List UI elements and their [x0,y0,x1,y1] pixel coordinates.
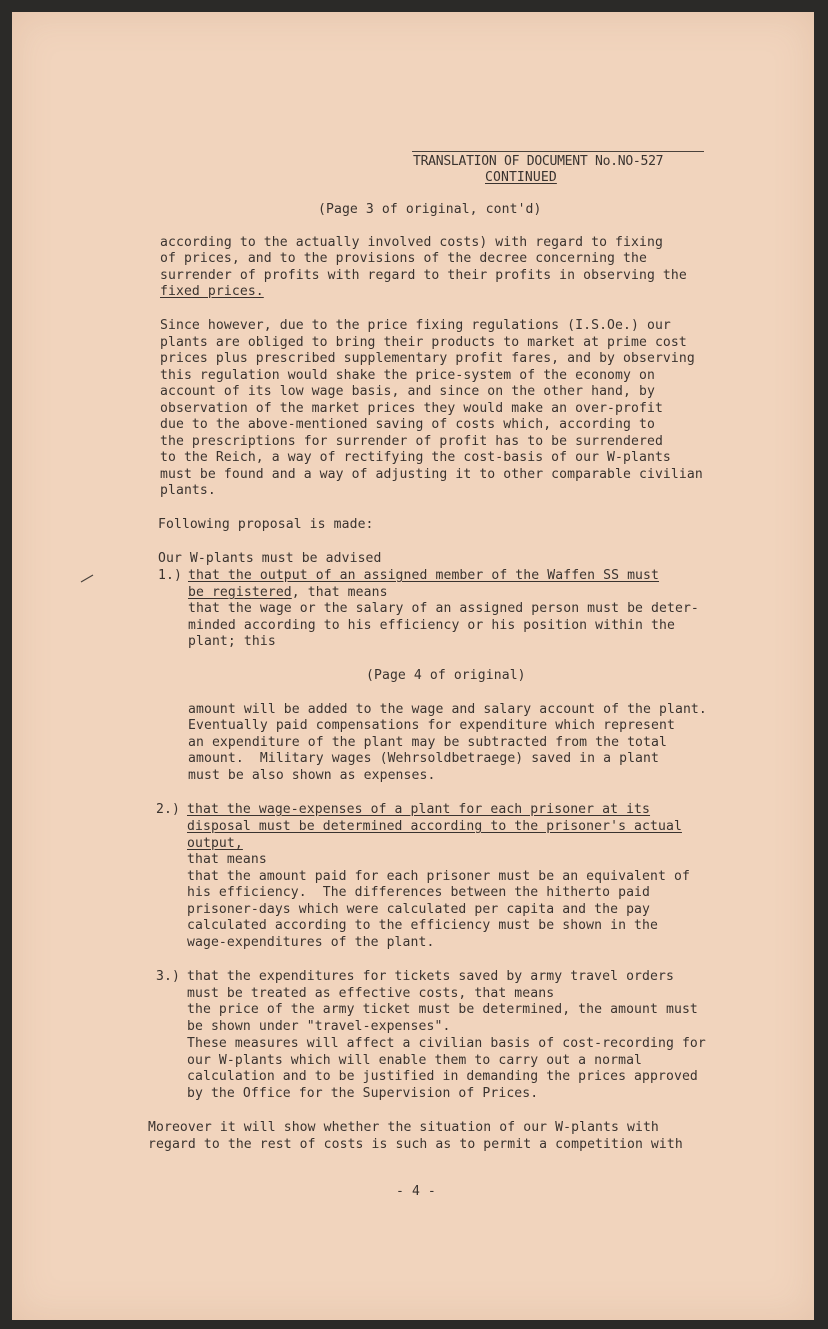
item1-cont-line: must be also shown as expenses. [188,768,436,783]
item2-line: that means [187,852,267,867]
advised-line: Our W-plants must be advised [158,551,382,566]
item2-number: 2.) [156,802,180,817]
item1-cont-line: an expenditure of the plant may be subtracted from the total [188,735,667,750]
para2-line: account of its low wage basis, and since on the other hand, by [160,384,655,399]
para2-line: observation of the market prices they would make an over-profit [160,401,663,416]
para1-line: according to the actually involved costs) with regard to fixing [160,235,663,250]
item2-line: his efficiency. The differences between the hitherto paid [187,885,651,900]
margin-pencil-mark [80,573,94,583]
item1-line: minded according to his efficiency or his position within the [188,618,675,633]
header-title: TRANSLATION OF DOCUMENT No.NO-527 [413,154,664,169]
item3-line: be shown under "travel-expenses". [187,1019,451,1034]
item1-line: that the output of an assigned member of the Waffen SS must [188,568,660,583]
item2-line: prisoner-days which were calculated per capita and the pay [187,902,651,917]
item3-line: by the Office for the Supervision of Prices. [187,1086,539,1101]
final-para-line: regard to the rest of costs is such as to permit a competition with [148,1137,683,1152]
para2-line: Since however, due to the price fixing regulations (I.S.Oe.) our [160,318,671,333]
item3-line: calculation and to be justified in demanding the prices approved [187,1069,698,1084]
item1-cont-line: Eventually paid compensations for expenditure which represent [188,718,675,733]
item2-line: output, [187,836,243,851]
para2-line: to the Reich, a way of rectifying the cost-basis of our W-plants [160,450,671,465]
header-top-rule [412,151,704,152]
item2-line: wage-expenditures of the plant. [187,935,435,950]
para2-line: plants. [160,483,216,498]
item2-line: that the amount paid for each prisoner must be an equivalent of [187,869,690,884]
item1-number: 1.) [158,568,182,583]
item1-line: plant; this [188,634,276,649]
item3-line: our W-plants which will enable them to carry out a normal [187,1053,643,1068]
item1-cont-line: amount will be added to the wage and salary account of the plant. [188,702,707,717]
item3-number: 3.) [156,969,180,984]
item2-line: calculated according to the efficiency must be shown in the [187,918,659,933]
para1-line: of prices, and to the provisions of the decree concerning the [160,251,647,266]
para1-line: fixed prices. [160,284,264,299]
para2-line: due to the above-mentioned saving of costs which, according to [160,417,655,432]
para2-line: the prescriptions for surrender of profit has to be surrendered [160,434,663,449]
item1-underlined-phrase: be registered [188,585,292,600]
para2-line: this regulation would shake the price-system of the economy on [160,368,655,383]
page4-note: (Page 4 of original) [366,668,526,683]
item1-line: that the wage or the salary of an assigned person must be deter- [188,601,699,616]
proposal-line: Following proposal is made: [158,517,374,532]
final-para-line: Moreover it will show whether the situation of our W-plants with [148,1120,659,1135]
item3-line: must be treated as effective costs, that means [187,986,555,1001]
para2-line: prices plus prescribed supplementary profit fares, and by observing [160,351,695,366]
page-number: - 4 - [396,1184,436,1199]
item3-line: the price of the army ticket must be determined, the amount must [187,1002,698,1017]
header-subtitle: CONTINUED [485,170,557,185]
item3-line: These measures will affect a civilian basis of cost-recording for [187,1036,706,1051]
page3-note: (Page 3 of original, cont'd) [318,202,542,217]
para2-line: plants are obliged to bring their products to market at prime cost [160,335,687,350]
item1-cont-line: amount. Military wages (Wehrsoldbetraege) saved in a plant [188,751,660,766]
item2-line: disposal must be determined according to the prisoner's actual [187,819,682,834]
item3-line: that the expenditures for tickets saved by army travel orders [187,969,674,984]
item2-line: that the wage-expenses of a plant for each prisoner at its [187,802,651,817]
item1-line: be registered, that means [188,585,388,600]
para2-line: must be found and a way of adjusting it to other comparable civilian [160,467,703,482]
para1-line: surrender of profits with regard to their profits in observing the [160,268,687,283]
